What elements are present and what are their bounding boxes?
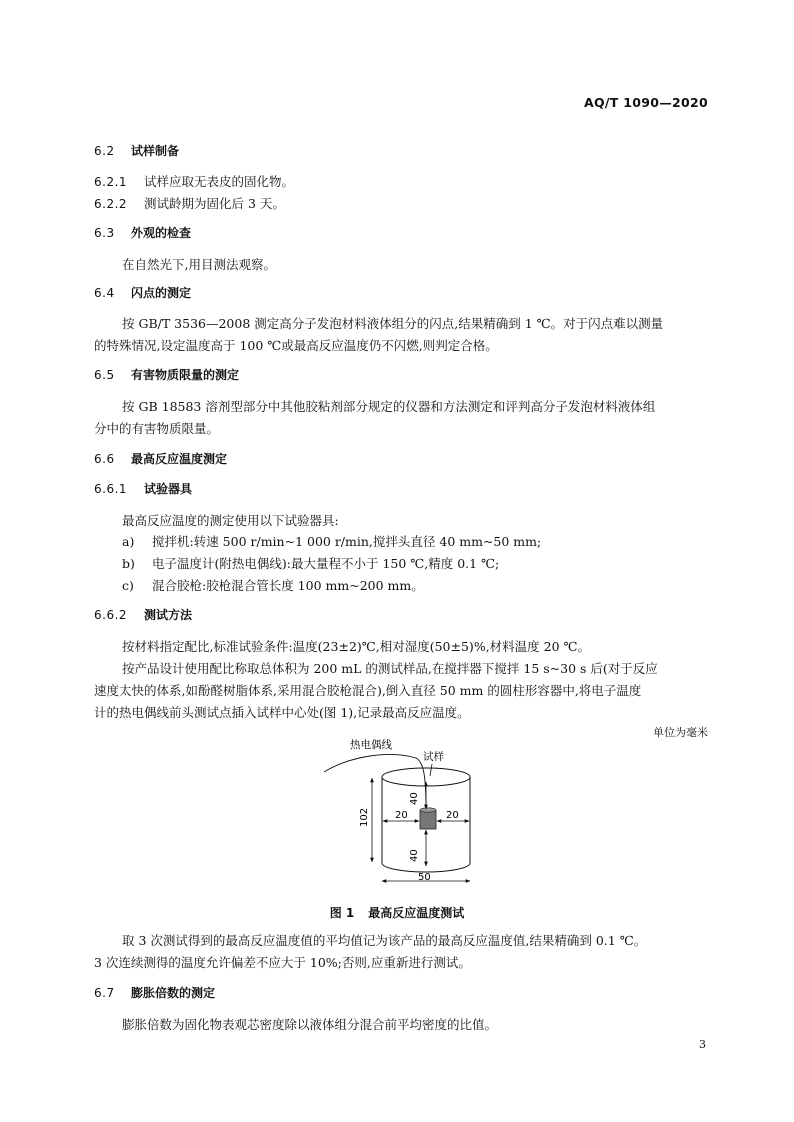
dim-right-value: 20 (446, 810, 459, 821)
cylinder-diagram (320, 738, 480, 898)
list-text: 混合胶枪:胶枪混合管长度 100 mm~200 mm。 (152, 578, 424, 593)
clause-number: 6.2.1 (94, 175, 128, 189)
figure-number: 图 1 (329, 906, 355, 920)
dim-top-value: 40 (409, 792, 420, 805)
clause-6-2-2 (94, 194, 285, 212)
paragraph: 最高反应温度的测定使用以下试验器具: (122, 513, 339, 528)
figure-caption (0, 904, 794, 921)
section-number: 6.4 (94, 286, 115, 300)
clause-text: 测试龄期为固化后 3 天。 (144, 196, 285, 211)
clause-number: 6.6.2 (94, 608, 128, 622)
clause-number: 6.6.1 (94, 482, 128, 496)
section-number: 6.7 (94, 986, 115, 1000)
list-item (122, 576, 424, 594)
dim-bottom-value: 40 (409, 849, 420, 862)
dim-height-value: 102 (359, 807, 370, 827)
section-title: 最高反应温度测定 (131, 452, 228, 466)
section-title: 试样制备 (131, 144, 180, 158)
list-item (122, 554, 499, 572)
list-item (122, 532, 541, 550)
section-6-7-heading (94, 984, 215, 1001)
label-sample: 试样 (423, 751, 444, 763)
clause-title: 试验器具 (144, 482, 193, 496)
paragraph: 膨胀倍数为固化物表观芯密度除以液体组分混合前平均密度的比值。 (122, 1017, 498, 1032)
section-number: 6.6 (94, 452, 115, 466)
unit-note: 单位为毫米 (653, 726, 708, 739)
section-6-2-heading (94, 142, 179, 159)
section-title: 膨胀倍数的测定 (131, 986, 216, 1000)
paragraph-line: 分中的有害物质限量。 (94, 421, 220, 436)
standard-number: AQ/T 1090—2020 (583, 95, 708, 110)
label-thermocouple-wire: 热电偶线 (350, 739, 392, 751)
list-label: c) (122, 578, 134, 593)
list-text: 电子温度计(附热电偶线):最大量程不小于 150 ℃,精度 0.1 ℃; (152, 556, 500, 571)
clause-6-6-1-heading (94, 480, 192, 497)
paragraph: 按材料指定配比,标准试验条件:温度(23±2)℃,相对湿度(50±5)%,材料温度 20 ℃。 (122, 639, 591, 654)
paragraph-line: 按 GB/T 3536—2008 测定高分子发泡材料液体组分的闪点,结果精确到 1 ℃。对于闪点难以测量 (122, 316, 664, 331)
page-number: 3 (699, 1038, 706, 1051)
paragraph-line: 速度太快的体系,如酚醛树脂体系,采用混合胶枪混合),倒入直径 50 mm 的圆柱形容器中,将电子温度 (94, 683, 642, 698)
figure-title: 最高反应温度测试 (368, 906, 465, 920)
paragraph-line: 计的热电偶线前头测试点插入试样中心处(图 1),记录最高反应温度。 (94, 705, 470, 720)
paragraph-line: 按产品设计使用配比称取总体积为 200 mL 的测试样品,在搅拌器下搅拌 15 s~30 s 后(对于反应 (122, 661, 658, 676)
section-number: 6.2 (94, 144, 115, 158)
paragraph-line: 的特殊情况,设定温度高于 100 ℃或最高反应温度仍不闪燃,则判定合格。 (94, 338, 498, 353)
paragraph-line: 按 GB 18583 溶剂型部分中其他胶粘剂部分规定的仪器和方法测定和评判高分子发泡材料液体组 (122, 399, 656, 414)
dim-left-value: 20 (395, 810, 408, 821)
section-6-3-heading (94, 224, 191, 241)
paragraph-line: 3 次连续测得的温度允许偏差不应大于 10%;否则,应重新进行测试。 (94, 955, 471, 970)
section-title: 外观的检查 (131, 226, 192, 240)
section-number: 6.3 (94, 226, 115, 240)
clause-number: 6.2.2 (94, 197, 128, 211)
paragraph-line: 取 3 次测试得到的最高反应温度值的平均值记为该产品的最高反应温度值,结果精确到 0.1 ℃。 (122, 933, 647, 948)
section-6-5-heading (94, 366, 239, 383)
dim-diameter-value: 50 (418, 872, 431, 883)
clause-text: 试样应取无表皮的固化物。 (144, 174, 295, 189)
list-label: b) (122, 556, 135, 571)
probe-block (420, 810, 436, 829)
paragraph: 在自然光下,用目测法观察。 (122, 257, 276, 272)
list-text: 搅拌机:转速 500 r/min~1 000 r/min,搅拌头直径 40 mm~50 mm; (152, 534, 542, 549)
section-6-6-heading (94, 450, 227, 467)
section-number: 6.5 (94, 368, 115, 382)
figure-1 (320, 738, 480, 898)
sample-leader (430, 764, 432, 776)
clause-6-2-1 (94, 172, 294, 190)
section-title: 闪点的测定 (131, 286, 192, 300)
clause-title: 测试方法 (144, 608, 193, 622)
clause-6-6-2-heading (94, 606, 192, 623)
list-label: a) (122, 534, 135, 549)
section-6-4-heading (94, 284, 191, 301)
section-title: 有害物质限量的测定 (131, 368, 240, 382)
